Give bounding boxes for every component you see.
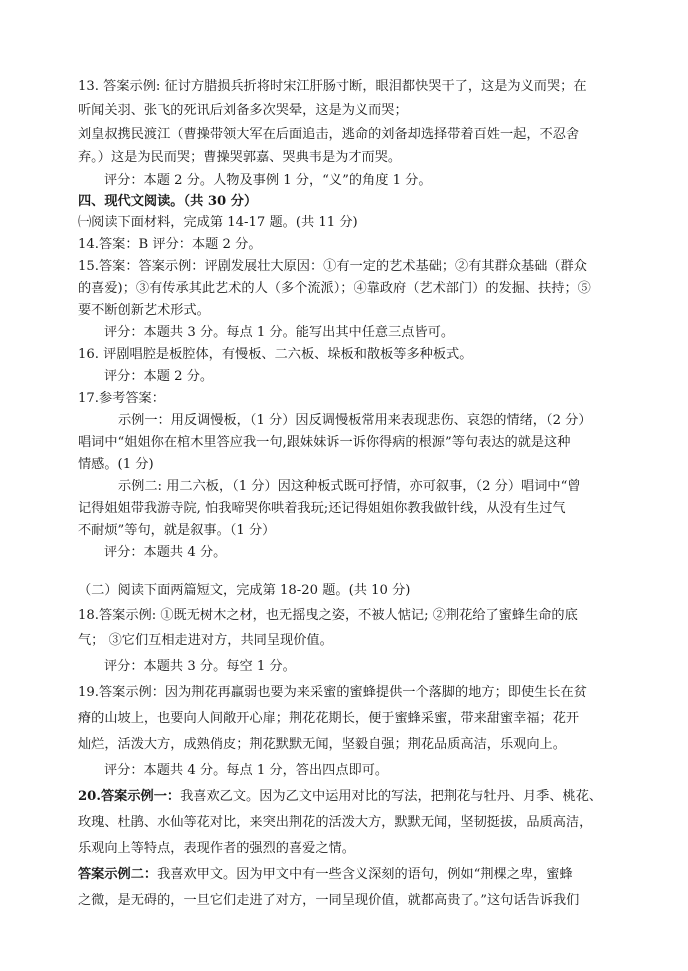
text-line: 乐观向上等特点，表现作者的强烈的喜爱之情。 bbox=[78, 841, 355, 856]
text-line: 评分：本题 2 分。 bbox=[104, 369, 214, 384]
text-line: 评分：本题 2 分。人物及事例 1 分，“义”的角度 1 分。 bbox=[104, 173, 432, 188]
text-line: 示例一：用反调慢板，（1 分）因反调慢板常用来表现悲伤、哀怨的情绪，（2 分） bbox=[118, 413, 592, 428]
text-line: 示例二: 用二六板，（1 分）因这种板式既可抒情，亦可叙事，（2 分）唱词中“曾 bbox=[118, 479, 581, 494]
text-line: 气； ③它们互相走进对方，共同呈现价值。 bbox=[78, 633, 333, 648]
text-line: 评分：本题共 4 分。每点 1 分，答出四点即可。 bbox=[104, 763, 389, 778]
text-line: 情感。(1 分) bbox=[78, 457, 154, 472]
text-line: 13. 答案示例: 征讨方腊损兵折将时宋江肝肠寸断，眼泪都快哭干了，这是为义而哭；在 bbox=[78, 79, 587, 94]
text-line: （二）阅读下面两篇短文，完成第 18-20 题。(共 10 分) bbox=[78, 583, 411, 598]
line-text: 我喜欢乙文。因为乙文中运用对比的写法，把荆花与牡丹、月季、桃花、 bbox=[180, 789, 603, 804]
text-line: 玫瑰、杜鹃、水仙等花对比，来突出荆花的活泼大方，默默无闻，坚韧挺拔，品质高洁， bbox=[78, 815, 593, 830]
text-line: 15.答案：答案示例：评剧发展壮大原因：①有一定的艺术基础；②有其群众基础（群众 bbox=[78, 259, 587, 274]
text-line: 灿烂，活泼大方，成熟俏皮；荆花默默无闻，坚毅自强；荆花品质高洁，乐观向上。 bbox=[78, 737, 566, 752]
bold-label: 20.答案示例一： bbox=[78, 789, 181, 804]
text-line: 评分：本题共 4 分。 bbox=[104, 545, 227, 560]
text-line: 要不断创新艺术形式。 bbox=[78, 303, 210, 318]
line-text: 我喜欢甲文。因为甲文中有一些含义深刻的语句，例如“荆棵之卑，蜜蜂 bbox=[157, 867, 573, 882]
text-line: 评分：本题共 3 分。每空 1 分。 bbox=[104, 659, 296, 674]
text-line: 19.答案示例：因为荆花再羸弱也要为来采蜜的蜜蜂提供一个落脚的地方；即使生长在贫 bbox=[78, 685, 587, 700]
text-line: 之微，是无碍的，一旦它们走进了对方，一同呈现价值，就都高贵了。”这句话告诉我们 bbox=[78, 893, 580, 908]
text-line: 四、现代文阅读。（共 30 分） bbox=[78, 194, 258, 209]
text-line: 14.答案：B 评分：本题 2 分。 bbox=[78, 237, 262, 252]
text-line: ㈠阅读下面材料，完成第 14-17 题。(共 11 分) bbox=[78, 215, 358, 230]
text-line: 听闻关羽、张飞的死讯后刘备多次哭晕，这是为义而哭； bbox=[78, 103, 408, 118]
text-line: 记得姐姐带我游寺院, 怕我啼哭你哄着我玩;还记得姐姐你教我做针线，从没有生过气 bbox=[78, 501, 566, 516]
text-line: 17.参考答案： bbox=[78, 391, 165, 406]
text-line bbox=[78, 786, 618, 807]
text-line: 评分：本题共 3 分。每点 1 分。能写出其中任意三点皆可。 bbox=[104, 325, 455, 340]
text-line: 16. 评剧唱腔是板腔体，有慢板、二六板、垛板和散板等多种板式。 bbox=[78, 347, 473, 362]
text-line: 唱词中“姐姐你在棺木里答应我一句,跟妹妹诉一诉你得病的根源”等句表达的就是这种 bbox=[78, 435, 571, 450]
text-line: 的喜爱)；③有传承其此艺术的人（多个流派）；④靠政府（艺术部门）的发掘、扶持；⑤ bbox=[78, 281, 591, 296]
bold-label: 答案示例二： bbox=[78, 867, 158, 882]
text-line: 18.答案示例: ①既无树木之材，也无摇曳之姿，不被人惦记; ②荆花给了蜜蜂生命的底 bbox=[78, 608, 578, 623]
text-line bbox=[78, 864, 618, 885]
text-line: 瘠的山坡上，也要向人间敞开心扉；荆花花期长，便于蜜蜂采蜜，带来甜蜜幸福；花开 bbox=[78, 711, 580, 726]
text-line: 刘皇叔携民渡江（曹操带领大军在后面追击，逃命的刘备却选择带着百姓一起，不忍舍 bbox=[78, 127, 580, 142]
text-line: 不耐烦”等句，就是叙事。（1 分） bbox=[78, 523, 276, 538]
text-line: 弃。）这是为民而哭；曹操哭郭嘉、哭典韦是为才而哭。 bbox=[78, 150, 402, 165]
